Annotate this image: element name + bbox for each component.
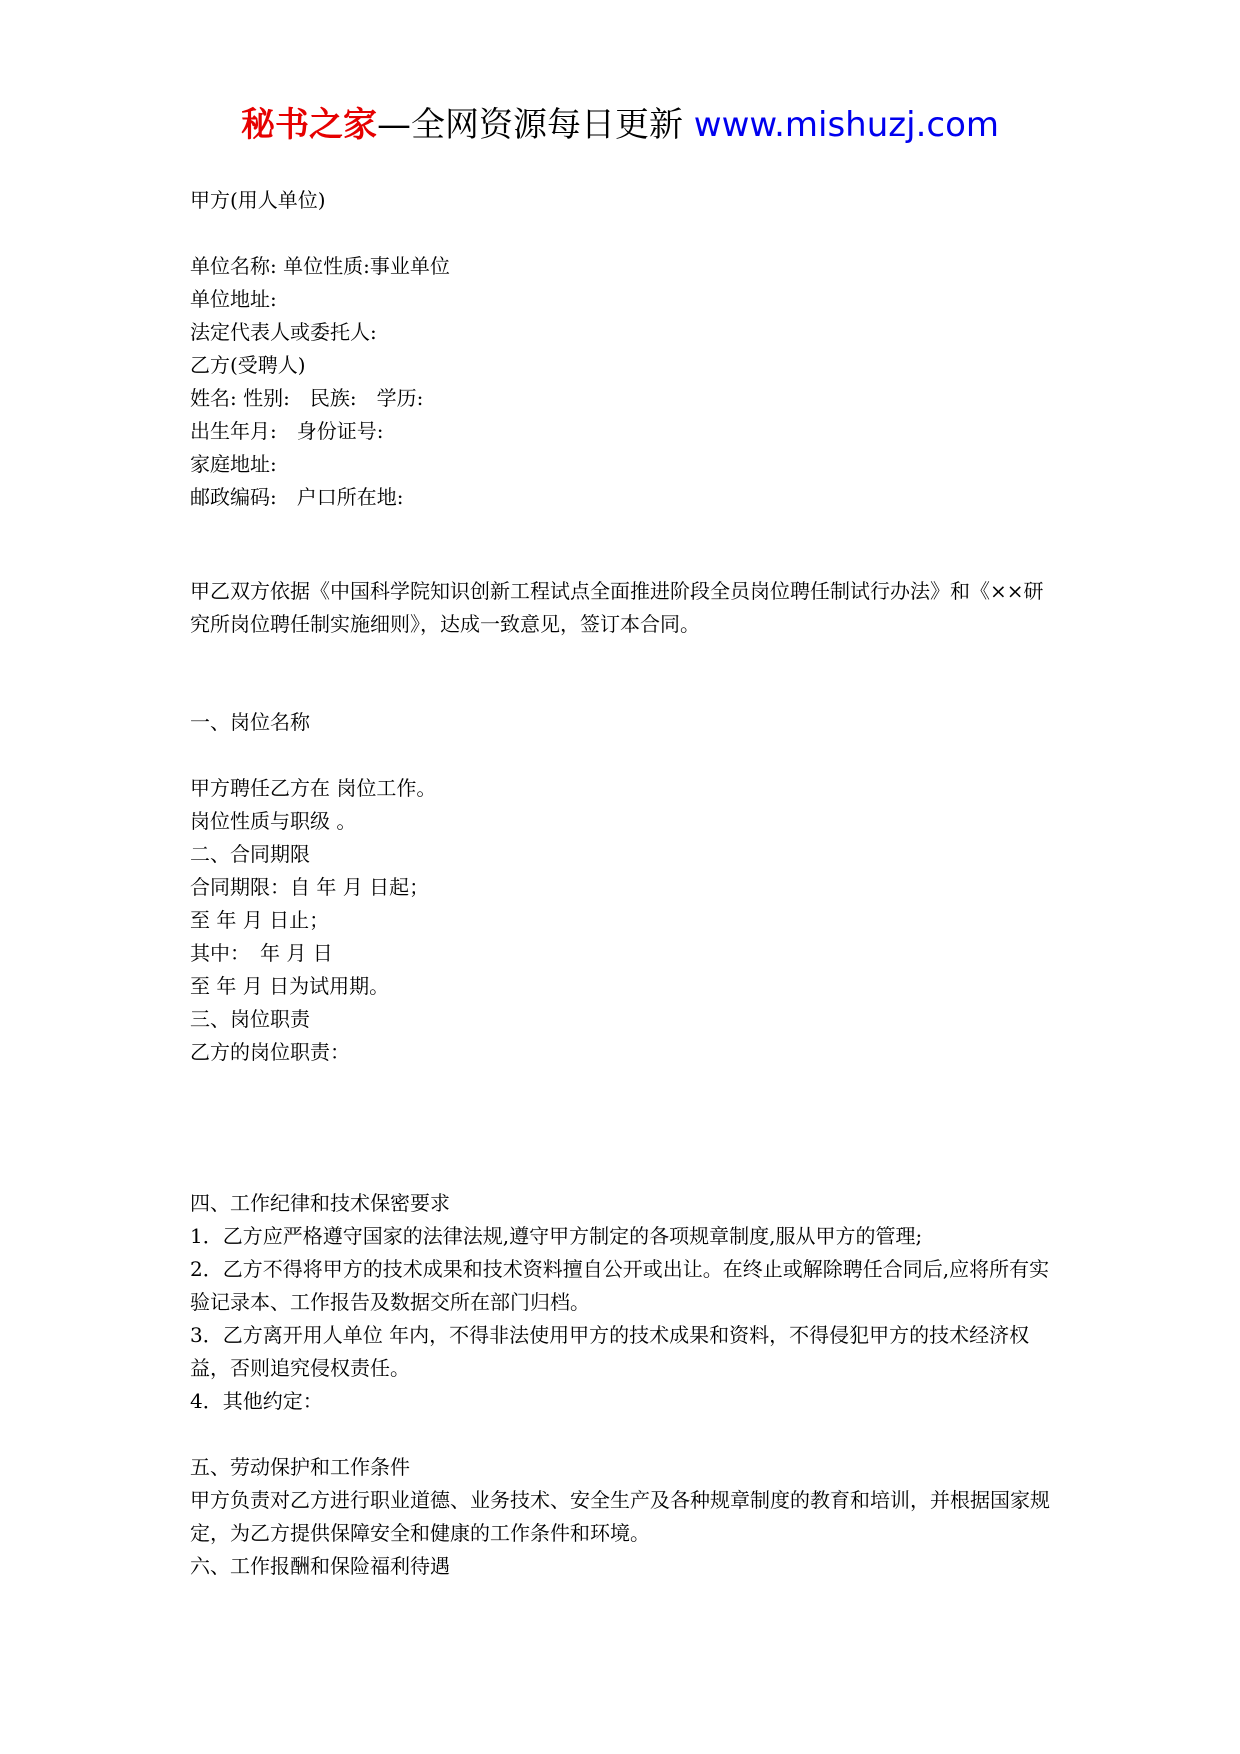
section-3-title: 三、岗位职责 [190,1007,310,1031]
section-5-title: 五、劳动保护和工作条件 [190,1455,410,1479]
site-brand: 秘书之家 [240,105,377,145]
contract-top-block [190,184,1050,514]
section-1-2-3-block [190,706,1050,1069]
section-1-title: 一、岗位名称 [190,710,310,734]
site-url-link[interactable]: www.mishuzj.com [693,105,999,145]
party-b-birth-id: 出生年月: 身份证号: [190,419,384,443]
section-4-5-6-block [190,1187,1050,1583]
section-1-line-1: 甲方聘任乙方在 岗位工作。 [190,776,437,800]
unit-name-nature: 单位名称: 单位性质:事业单位 [190,254,450,278]
section-2-title: 二、合同期限 [190,842,310,866]
section-2-line-3: 其中： 年 月 日 [190,941,333,965]
section-1-line-2: 岗位性质与职级 。 [190,809,357,833]
section-4-item-1: 1．乙方应严格遵守国家的法律法规,遵守甲方制定的各项规章制度,服从甲方的管理; [190,1224,923,1248]
section-2-line-4: 至 年 月 日为试用期。 [190,974,390,998]
section-3-line-1: 乙方的岗位职责： [190,1040,350,1064]
section-4-item-3: 3．乙方离开用人单位 年内，不得非法使用甲方的技术成果和资料，不得侵犯甲方的技术经济权益，否则追究侵权责任。 [190,1323,1030,1380]
section-2-line-1: 合同期限：自 年 月 日起； [190,875,430,899]
section-4-item-2: 2．乙方不得将甲方的技术成果和技术资料擅自公开或出让。在终止或解除聘任合同后,应将所有实验记录本、工作报告及数据交所在部门归档。 [190,1257,1050,1314]
section-4-title: 四、工作纪律和技术保密要求 [190,1191,450,1215]
preamble-text: 甲乙双方依据《中国科学院知识创新工程试点全面推进阶段全员岗位聘任制试行办法》和《××研究所岗位聘任制实施细则》，达成一致意见，签订本合同。 [190,579,1044,636]
party-b-postcode-hukou: 邮政编码: 户口所在地: [190,485,404,509]
party-a-heading: 甲方(用人单位) [190,188,326,212]
party-b-home-address: 家庭地址: [190,452,277,476]
party-b-heading: 乙方(受聘人) [190,353,306,377]
section-6-title: 六、工作报酬和保险福利待遇 [190,1554,450,1578]
site-header [0,100,1240,150]
legal-representative: 法定代表人或委托人: [190,320,377,344]
section-2-line-2: 至 年 月 日止； [190,908,330,932]
section-4-item-4: 4．其他约定： [190,1389,323,1413]
section-5-text: 甲方负责对乙方进行职业道德、业务技术、安全生产及各种规章制度的教育和培训，并根据国家规定，为乙方提供保障安全和健康的工作条件和环境。 [190,1488,1050,1545]
preamble-block [190,575,1050,641]
party-b-personal-info: 姓名: 性别: 民族: 学历: [190,386,424,410]
unit-address: 单位地址: [190,287,277,311]
site-slogan: —全网资源每日更新 [376,105,683,145]
